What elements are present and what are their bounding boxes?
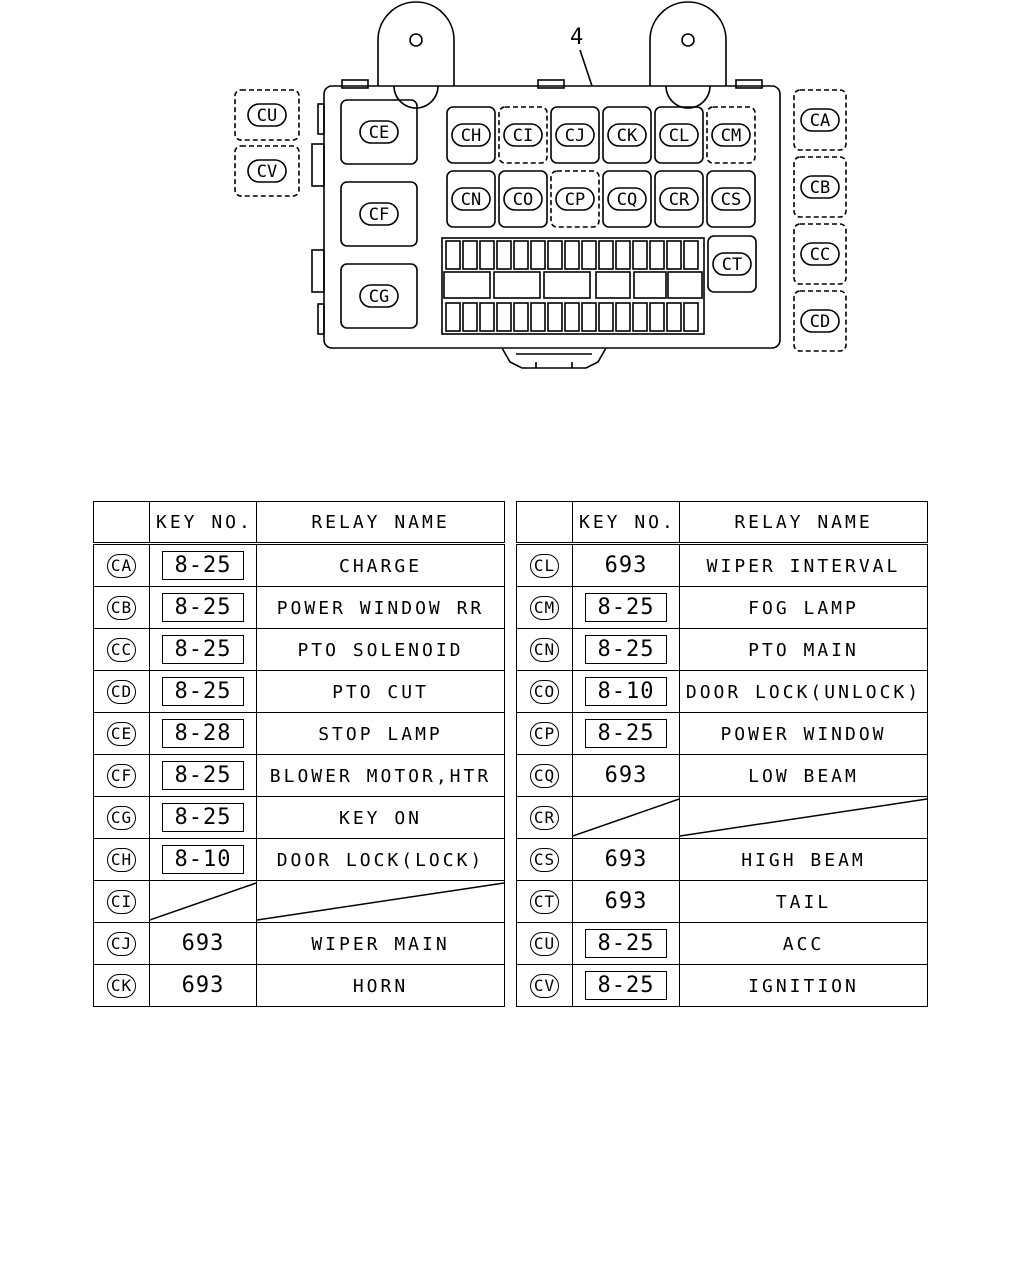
- relay-id: CR: [530, 806, 559, 830]
- table-row: [94, 755, 505, 797]
- bottom-latch: [502, 348, 606, 368]
- key-no-cell: [573, 671, 680, 713]
- key-no: 8-25: [585, 635, 667, 664]
- relay-id-label: CO: [512, 190, 534, 210]
- table-row: [517, 671, 928, 713]
- table-row: [517, 587, 928, 629]
- relay-id-label: CC: [809, 245, 831, 265]
- key-no-cell: [150, 797, 257, 839]
- table-row: [94, 671, 505, 713]
- relay-name: HIGH BEAM: [741, 849, 866, 871]
- relay-name-cell: [680, 671, 928, 713]
- relay-id-cell: [94, 923, 150, 965]
- relay-name: KEY ON: [338, 807, 423, 829]
- relay-id: CI: [107, 890, 136, 914]
- key-no: 8-25: [585, 971, 667, 1000]
- relay-name: PTO CUT: [332, 681, 429, 703]
- table-row: [94, 881, 505, 923]
- relay-name: DOOR LOCK(UNLOCK): [685, 681, 922, 703]
- key-no-cell: [573, 587, 680, 629]
- relay-id-cell: [94, 797, 150, 839]
- relay-id-cell: [517, 713, 573, 755]
- relay-name: POWER WINDOW RR: [276, 597, 485, 619]
- relay-id-cell: [94, 713, 150, 755]
- relay-id-label: CP: [564, 190, 586, 210]
- relay-cg: [341, 264, 417, 328]
- relay-name-cell: [257, 839, 505, 881]
- relay-name: LOW BEAM: [748, 765, 859, 787]
- table-header-row: [94, 502, 505, 544]
- key-no-cell: [573, 755, 680, 797]
- mount-hole-right: [682, 34, 694, 46]
- key-no-cell: [150, 923, 257, 965]
- relay-name-cell: [257, 965, 505, 1007]
- relay-id: CK: [107, 974, 136, 998]
- relay-id-cell: [517, 671, 573, 713]
- relay-cf: [341, 182, 417, 246]
- relay-name-cell: [257, 755, 505, 797]
- table-row: [517, 797, 928, 839]
- key-no: 8-25: [162, 551, 244, 580]
- relay-id-cell: [517, 587, 573, 629]
- key-no-cell: [573, 629, 680, 671]
- relay-id: CH: [107, 848, 136, 872]
- relay-name-cell: [680, 881, 928, 923]
- key-no: 8-25: [585, 593, 667, 622]
- relay-id: CO: [530, 680, 559, 704]
- table-row: [94, 587, 505, 629]
- key-no-cell: [573, 839, 680, 881]
- empty-slot-slash: [680, 797, 927, 838]
- relay-cb: [794, 157, 846, 217]
- relay-name: WIPER INTERVAL: [706, 555, 901, 577]
- relay-name-cell: [680, 755, 928, 797]
- relay-id-label: CL: [668, 126, 690, 146]
- empty-slot-slash: [257, 881, 504, 922]
- relay-ci: [499, 107, 547, 163]
- key-no-cell: [573, 881, 680, 923]
- table-row: [517, 713, 928, 755]
- table-row: [94, 797, 505, 839]
- key-no-cell: [150, 629, 257, 671]
- key-no: 8-25: [585, 719, 667, 748]
- relay-id-cell: [517, 755, 573, 797]
- key-no: 8-10: [585, 677, 667, 706]
- key-no-cell: [150, 671, 257, 713]
- relay-table-left: [93, 501, 505, 1007]
- mount-ear-left: [378, 2, 454, 108]
- relay-name-cell: [680, 544, 928, 587]
- relay-cj: [551, 107, 599, 163]
- relay-cl: [655, 107, 703, 163]
- key-no-cell: [150, 881, 257, 923]
- relay-name-cell: [257, 713, 505, 755]
- relay-name-cell: [680, 629, 928, 671]
- table-row: [94, 713, 505, 755]
- relay-id-label: CD: [809, 312, 831, 332]
- key-no: 8-25: [162, 635, 244, 664]
- relay-name: POWER WINDOW: [720, 723, 887, 745]
- table-row: [94, 965, 505, 1007]
- relay-id-cell: [94, 671, 150, 713]
- key-no: 8-25: [162, 593, 244, 622]
- relay-id-label: CH: [460, 126, 482, 146]
- relay-id: CV: [530, 974, 559, 998]
- relay-id: CG: [107, 806, 136, 830]
- key-no: 693: [181, 931, 225, 956]
- key-no-cell: [573, 797, 680, 839]
- relay-ch: [447, 107, 495, 163]
- key-no: 8-25: [162, 803, 244, 832]
- relay-id: CB: [107, 596, 136, 620]
- relay-name: FOG LAMP: [748, 597, 859, 619]
- relay-name: STOP LAMP: [318, 723, 443, 745]
- relay-name: DOOR LOCK(LOCK): [276, 849, 485, 871]
- mount-ear-right: [650, 2, 726, 108]
- relay-id-cell: [517, 544, 573, 587]
- relay-id: CA: [107, 554, 136, 578]
- relay-ce: [341, 100, 417, 164]
- relay-id-cell: [94, 544, 150, 587]
- relay-name: PTO SOLENOID: [297, 639, 464, 661]
- relay-id-label: CN: [460, 190, 482, 210]
- relay-id-cell: [517, 629, 573, 671]
- empty-slot-slash: [573, 797, 679, 838]
- relay-name: BLOWER MOTOR,HTR: [269, 765, 492, 787]
- table-row: [517, 544, 928, 587]
- relay-id-cell: [94, 629, 150, 671]
- relay-id-cell: [94, 839, 150, 881]
- relay-id: CQ: [530, 764, 559, 788]
- key-no: 693: [604, 847, 648, 872]
- relay-id-label: CV: [256, 162, 278, 182]
- key-no: 693: [604, 553, 648, 578]
- relay-id: CE: [107, 722, 136, 746]
- relay-id-label: CK: [616, 126, 638, 146]
- relay-id-label: CJ: [564, 126, 586, 146]
- relay-id-cell: [94, 755, 150, 797]
- relay-id-label: CM: [720, 126, 742, 146]
- relay-cn: [447, 171, 495, 227]
- relay-id: CT: [530, 890, 559, 914]
- key-no: 8-25: [162, 761, 244, 790]
- key-no-cell: [573, 923, 680, 965]
- relay-id-cell: [517, 881, 573, 923]
- relay-id: CJ: [107, 932, 136, 956]
- relay-name-cell: [257, 881, 505, 923]
- relay-box-housing: [324, 86, 780, 348]
- key-no-cell: [150, 839, 257, 881]
- relay-id-cell: [94, 881, 150, 923]
- relay-id-label: CF: [368, 205, 390, 225]
- relay-id-label: CS: [720, 190, 742, 210]
- relay-ck: [603, 107, 651, 163]
- key-no-cell: [150, 587, 257, 629]
- relay-id: CM: [530, 596, 559, 620]
- relay-cr: [655, 171, 703, 227]
- relay-id: CP: [530, 722, 559, 746]
- relay-id: CD: [107, 680, 136, 704]
- relay-name-cell: [257, 671, 505, 713]
- relay-box-diagram: [0, 0, 1024, 400]
- relay-id: CL: [530, 554, 559, 578]
- relay-cm: [707, 107, 755, 163]
- relay-name: PTO MAIN: [748, 639, 859, 661]
- key-no-cell: [573, 713, 680, 755]
- relay-ct: [708, 236, 756, 292]
- header-relay-name: RELAY NAME: [257, 502, 505, 544]
- relay-id-cell: [94, 587, 150, 629]
- table-row: [517, 629, 928, 671]
- relay-name-cell: [680, 713, 928, 755]
- relay-id-cell: [94, 965, 150, 1007]
- relay-id-label: CT: [721, 255, 743, 275]
- table-row: [94, 629, 505, 671]
- relay-cq: [603, 171, 651, 227]
- relay-cs: [707, 171, 755, 227]
- relay-id-cell: [517, 965, 573, 1007]
- relay-ca: [794, 90, 846, 150]
- relay-id: CC: [107, 638, 136, 662]
- relay-id-label: CG: [368, 287, 390, 307]
- table-row: [517, 839, 928, 881]
- table-row: [517, 923, 928, 965]
- key-no-cell: [150, 544, 257, 587]
- key-no-cell: [573, 965, 680, 1007]
- header-id: [94, 502, 150, 544]
- key-no: 693: [604, 889, 648, 914]
- table-row: [517, 755, 928, 797]
- relay-name: ACC: [782, 933, 825, 955]
- header-key-no: KEY NO.: [573, 502, 680, 544]
- relay-cu: [235, 90, 299, 140]
- key-no-cell: [150, 755, 257, 797]
- relay-id-label: CI: [512, 126, 534, 146]
- relay-id-label: CQ: [616, 190, 638, 210]
- key-no: 8-25: [162, 677, 244, 706]
- relay-id-label: CR: [668, 190, 690, 210]
- relay-name-cell: [257, 797, 505, 839]
- mount-hole-left: [410, 34, 422, 46]
- key-no-cell: [150, 965, 257, 1007]
- relay-name-cell: [257, 587, 505, 629]
- key-no: 8-10: [162, 845, 244, 874]
- relay-name-cell: [680, 923, 928, 965]
- relay-name-cell: [257, 629, 505, 671]
- callout-leader: [580, 50, 592, 86]
- relay-id-label: CU: [256, 106, 278, 126]
- table-row: [94, 839, 505, 881]
- relay-name-cell: [257, 923, 505, 965]
- relay-name: IGNITION: [748, 975, 859, 997]
- relay-cv: [235, 146, 299, 196]
- relay-name-cell: [257, 544, 505, 587]
- empty-slot-slash: [150, 881, 256, 922]
- relay-id-cell: [517, 923, 573, 965]
- header-relay-name: RELAY NAME: [680, 502, 928, 544]
- relay-name: CHARGE: [338, 555, 423, 577]
- relay-id-label: CB: [809, 178, 831, 198]
- relay-id-cell: [517, 797, 573, 839]
- relay-cd: [794, 291, 846, 351]
- relay-name-cell: [680, 797, 928, 839]
- relay-id: CU: [530, 932, 559, 956]
- header-key-no: KEY NO.: [150, 502, 257, 544]
- table-row: [94, 923, 505, 965]
- relay-cc: [794, 224, 846, 284]
- relay-name-cell: [680, 587, 928, 629]
- table-header-row: [517, 502, 928, 544]
- key-no: 8-25: [585, 929, 667, 958]
- relay-id-cell: [517, 839, 573, 881]
- key-no: 693: [604, 763, 648, 788]
- relay-cp: [551, 171, 599, 227]
- relay-name-cell: [680, 965, 928, 1007]
- table-row: [94, 544, 505, 587]
- relay-name-cell: [680, 839, 928, 881]
- relay-name: WIPER MAIN: [311, 933, 450, 955]
- relay-name: TAIL: [775, 891, 832, 913]
- key-no: 8-28: [162, 719, 244, 748]
- key-no: 693: [181, 973, 225, 998]
- table-row: [517, 965, 928, 1007]
- relay-name: HORN: [352, 975, 409, 997]
- callout-label: 4: [570, 25, 584, 50]
- relay-co: [499, 171, 547, 227]
- fuse-block: [442, 238, 704, 334]
- relay-id: CS: [530, 848, 559, 872]
- relay-id: CN: [530, 638, 559, 662]
- header-id: [517, 502, 573, 544]
- key-no-cell: [150, 713, 257, 755]
- key-no-cell: [573, 544, 680, 587]
- relay-id-label: CE: [368, 123, 390, 143]
- relay-id: CF: [107, 764, 136, 788]
- relay-id-label: CA: [809, 111, 831, 131]
- table-row: [517, 881, 928, 923]
- relay-table-right: [516, 501, 928, 1007]
